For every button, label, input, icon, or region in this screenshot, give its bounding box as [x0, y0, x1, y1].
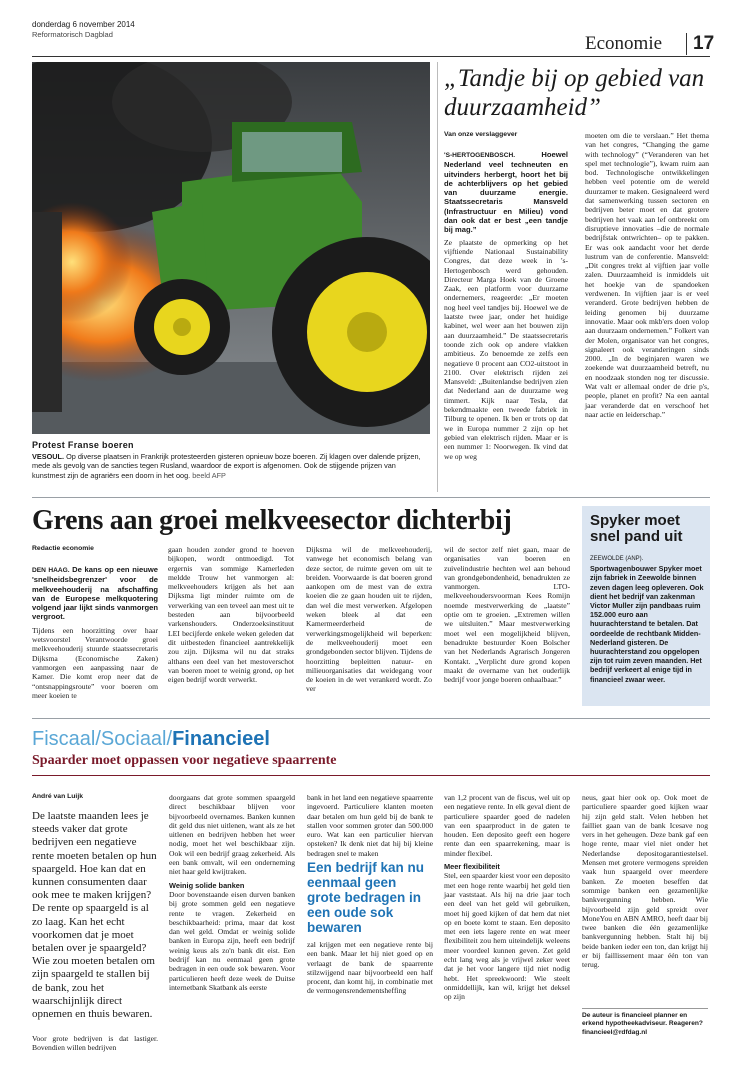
- pull-quote: Een bedrijf kan nu eenmaal geen grote bedragen in een oude sok bewaren: [307, 860, 425, 935]
- photo-credit: beeld AFP: [192, 470, 226, 480]
- article-body: van 1,2 procent van de fiscus, wel uit op een negatieve rente. In elk geval dient de particuliere spaarder goed de nadelen van een spaarproduct in de gaten te houden. Een deposito geeft een hogere rente dan een spaarrekening, maar is minder flexibel.: [444, 793, 570, 858]
- article-column: zal krijgen met een negatieve rente bij een bank. Maar let hij niet goed op en verlaagt de bank de spaarrente stilzwijgend naar bijvoorbeeld een half procent, dan komt hij, in combinatie met de vermogensrendementsheffing: [307, 940, 433, 996]
- fiscaal-rule: [32, 775, 710, 776]
- article-body: Tijdens een hoorzitting over haar wetsvoorstel Verantwoorde groei melkveehouderij stuurde staatssecretaris Dijksma (Economische Zaken) vanmorgen een aanpassing naar de Kamer. Die komt erop neer dat de “ontsnappingsroute” voor boeren om meer koeien te: [32, 625, 158, 700]
- article-body: Voor grote bedrijven is dat lastiger. Bovendien willen bedrijven: [32, 1034, 158, 1053]
- article-column: Dijksma wil de melkveehouderij, vanwege het economisch belang van deze sector, de ruimte geven om uit te breiden. Voorwaarde is dat boeren grond aankopen om de mest van de extra koeien die ze gaan houden uit te rijden, dan wel die mest verwerken. Afgelopen weken bleek al dat een Kamermeerderheid de verwerkingsmogelijkheid wil beperken: de melkveehouderij moet een grondgebonden sector blijven. Tijdens de hoorzitting bepleitten natuur- en milieuorganisaties dat weidegang voor de koeien in de wet verankerd wordt. Zo ver: [306, 545, 432, 694]
- subheading: Weinig solide banken: [169, 880, 245, 890]
- article-column: bank in het land een negatieve spaarrente ingevoerd. Particuliere klanten moeten daar betalen om hun geld bij de bank te stallen voor sommen groter dan 500.000 euro. Wat kan een particulier hiervan opsteken? Ik denk niet dat hij bij kleine bedragen snel te maken: [307, 793, 433, 858]
- section-title: Economie: [585, 33, 663, 54]
- article-byline: Van onze verslaggever: [444, 131, 518, 138]
- header-date: donderdag 6 november 2014: [32, 20, 135, 29]
- fiscaal-subtitle: Spaarder moet oppassen voor negatieve spaarrente: [32, 753, 337, 768]
- financieel-title-part: Financieel: [172, 728, 270, 750]
- article-lead: Hoewel Nederland veel techneuten en uitvinders herbergt, hoort het bij de achterblijvers op het gebied van duurzame energie. Staatssecretaris Mansveld (Infrastructuur en Milieu) vond dan ook dat er best „een tandje bij mag.”: [444, 150, 568, 235]
- article-column: gaan houden zonder grond te hoeven bijkopen, wordt ontmoedigd. Tot ergernis van sommige Kamerleden meldde Trouw het vanmorgen al: melkveehouders krijgen als het aan Dijksma ligt minder ruimte om de verwerking van een teveel aan mest uit te besteden aan bijvoorbeeld varkenshouders. Onderzoeksinstituut LEI becijferde enkele weken geleden dat dit uitbesteden financieel aantrekkelijk zou zijn. Dijksma wil nu dat straks althans een deel van het mestoverschot van boeren moet te weinig grond, op het eigen bedrijf wordt verwerkt.: [168, 545, 294, 685]
- author-note: De auteur is financieel planner en erkend hypotheekadviseur. Reageren? financieel@rdfdag.nl: [582, 1008, 708, 1037]
- article-body: Door bovenstaande eisen durven banken bij grote sommen geld een negatieve rente te vragen. Zekerheid en beschikbaarheid: prima, maar dat kost dan wel geld. Omdat er weinig solide banken in Europa zijn, heeft een bedrijf weinig keus als zo'n bank dit eist. Een bedrijf kan nu eenmaal geen grote bedragen in een oude sok bewaren. Voor particulieren heeft deze week de Duitse internetbank Skatbank als eerste: [169, 889, 295, 992]
- article-column: wil de sector zelf niet gaan, maar de organisaties van boeren en zuivelindustrie hechten wel aan behoud van grondgebondenheid, benadrukten ze vanmorgen. LTO-melkveehoudersvoorman Kees Romijn noemde mestverwerking de „laatste” optie om te groeien. „Extremen willen we uitsluiten.” Maar mestverwerking moet wel een mogelijkheid blijven, benadrukte bestuurder Koen Bolscher van het Nederlands Agrarisch Jongeren Kontakt. „Verplicht dure grond kopen maakt de overname van het ouderlijk bedrijf voor jonge boeren onhaalbaar.”: [444, 545, 570, 685]
- section-rule: [32, 718, 710, 719]
- dateline: 'S-HERTOGENBOSCH.: [444, 152, 516, 159]
- article-column: [444, 150, 568, 461]
- header-paper-name: Reformatorisch Dagblad: [32, 30, 113, 39]
- header-rule: [32, 56, 710, 57]
- article-intro: De laatste maanden lees je steeds vaker dat grote bedrijven een negatieve rente moeten betalen op hun spaargeld. Hoe kan dat en kunnen consumenten daar ook mee te maken krijgen? De rente op spaargeld is al zo laag. Kan het echt voorkomen dat je moet betalen over je spaargeld? Wie zou moeten betalen om zijn spaargeld te stallen bij de bank, zou het waarschijnlijk direct opnemen en thuis bewaren.: [32, 810, 157, 1021]
- photo-caption-title: Protest Franse boeren: [32, 440, 134, 450]
- article-column: [444, 793, 570, 1002]
- article-body: doorgaans dat grote sommen spaargeld direct beschikbaar blijven voor bijvoorbeeld overnames. Banken kunnen dit geld dus niet uitlenen, want als ze het uitlenen en bedrijven hebben het weer nodig, moet het wel beschikbaar zijn. Ook wil een bedrijf graag zekerheid. Als een bank omvalt, wil een onderneming niet haar geld kwijtraken.: [169, 793, 295, 877]
- dateline: DEN HAAG.: [32, 567, 70, 574]
- spyker-text: [590, 553, 704, 684]
- fiscaal-section-title: [32, 728, 270, 751]
- caption-text: Op diverse plaatsen in Frankrijk protesteerden gisteren opnieuw boze boeren. Zij klagen over dalende prijzen, mede als gevolg van de sancties tegen Rusland, waardoor de export is afgenomen. Ook de stijgende prijzen van kunstmest zijn de agrariërs een doorn in het oog.: [32, 452, 421, 480]
- article-body: Stel, een spaarder kiest voor een deposito met een hoge rente waarbij het geld tien jaar vaststaat. Als hij na drie jaar toch een deel van het geld wil gebruiken, moet hij goed kijken of dat hem dat niet op en boete komt te staan. Een deposito met een iets lagere rente en wat meer flexibiliteit zou hem uiteindelijk weleens meer voordeel kunnen geven. Zet geld echt lang weg als je vrijwel zeker weet dat je het voor langere tijd niet nodig hebt. Het spreekwoord: Wie steelt onmiddellijk, kan wil, krijgt het deksel op zijn: [444, 871, 570, 1002]
- article-lead: De kans op een nieuwe 'snelheidsbegrenzer' voor de melkveehouderij na afschaffing van de Europese melkquotering volgend jaar lijkt sinds vanmorgen vergroot.: [32, 565, 159, 622]
- dateline: ZEEWOLDE (ANP).: [590, 556, 644, 562]
- article-column: moeten om die te verslaan.” Het thema van het congres, “Changing the game with technology” (“Veranderen van het spel met technologie”), kwam ruim aan bod. Technologische ontwikkelingen hebben veel potentie om de wereld duurzamer te maken. Gesignaleerd werd dat samenwerking tussen sectoren en bedrijven beter moet en dat grotere bedrijven het vaak aan lef ontbreekt om disruptieve innovaties –die de normale bedrijfstak ontwrichten– op te pakken. Er was ook aandacht voor het derde lustrum van de conferentie. Mansveld: „Dit congres trekt al vijftien jaar volle zalen. Duurzaamheid is inmiddels uit het hoekje van de spandoeken verdwenen. In vijftien jaar is er veel veranderd. Grote bedrijven hebben de leiding genomen bij duurzame innovatie. Maar ook mkb'ers doen volop aan duurzaam ondernemen.” Folkert van der Molen, organisator van het congres, signaleert ook veranderingen sinds 2000. „In de beginjaren waren we zoekende wat duurzaamheid betreft, nu en noodzaak stonden nog ter discussie. Wat valt er allemaal onder de drie p's, people, planet en profit? Na een aantal jaar veranderde dat en verschoof het naar actie en leiderschap.”: [585, 131, 709, 419]
- article-headline-melkveesector: Grens aan groei melkveesector dichterbij: [32, 505, 512, 536]
- article-byline: Redactie economie: [32, 545, 94, 552]
- subheading: Meer flexibiliteit: [444, 862, 500, 872]
- article-column: [169, 793, 295, 992]
- spyker-body: Sportwagenbouwer Spyker moet zijn fabriek in Zeewolde binnen zeven dagen leeg opleveren. Ook dient het bedrijf van zakenman Victor Muller zijn pandbaas ruim 152.000 euro aan huurachterstand te betalen. Dat oordeelde de rechtbank Midden-Nederland gisteren. De huurachterstand zou opgelopen zijn tot ruim zeven maanden. Het bedrijf verkeert al enige tijd in financieel zwaar weer.: [590, 564, 704, 684]
- column-divider: [437, 62, 438, 492]
- article-headline-duurzaamheid: „Tandje bij op gebied van duurzaamheid”: [444, 65, 705, 121]
- article-column: [32, 565, 158, 700]
- spyker-headline: Spyker moet snel pand uit: [590, 512, 683, 545]
- article-byline: André van Luijk: [32, 793, 83, 800]
- article-column: neus, gaat hier ook op. Ook moet de particuliere spaarder goed kijken waar hij zijn geld stalt. Velen hebben het failliet gaan van de bank Icesave nog vers in het geheugen. Deze bank gaf een hoge rente, maar viel niet onder het Nederlandse depositogarantiestelsel. Mensen met grotere vermogens spreiden vaak hun spaargeld over meerdere banken. Ze moeten beseffen dat sommige banken een gezamenlijke bankvergunning hebben. Wie bijvoorbeeld zijn geld spreidt over MoneYou en ABN AMRO, heeft daar bij twee banken die één gezamenlijke bankvergunning hebben. Stalt hij bij beide banken ieder een ton, dan krijgt hij er bij faillissement maar één ton van terug.: [582, 793, 708, 970]
- photo-caption: [32, 452, 430, 480]
- article-body: Ze plaatste de opmerking op het vijftiende Nationaal Sustainability Congres, dat deze week in 's-Hertogenbosch werd gehouden. Directeur Marga Hoek van de Groene Zaak, een platform voor duurzame ondernemers, reageerde: „Er moeten nog heel veel tandjes bij. Hoewel we de laatste twee jaar, onder het huidige kabinet, wel weer aan het bouwen zijn aan duurzaamheid.” De staatssecretaris toonde zich ook op andere vlakken ambitieus. Zo benoemde ze zelfs een negatieve 0 procent aan CO2-uitstoot in 2100. Over elektrisch rijden zei Mansveld: „Buitenlandse bedrijven zien dat Nederland aan de duurzame weg timmert. Kijk naar Tesla, dat bekendmaakte een tweede fabriek in Tilburg te openen. Ik ben er trots op dat we in Europa nummer 2 zijn op het gebied van elektrisch rijden. Maar er is een nummer 1: Noorwegen. Ik vind dat we op weg: [444, 237, 568, 461]
- page-number: 17: [686, 33, 714, 55]
- section-rule: [32, 497, 710, 498]
- fiscaal-title-part: Fiscaal/Sociaal/: [32, 728, 173, 750]
- tractor-protest-photo: [32, 62, 430, 434]
- caption-place: VESOUL.: [32, 452, 65, 461]
